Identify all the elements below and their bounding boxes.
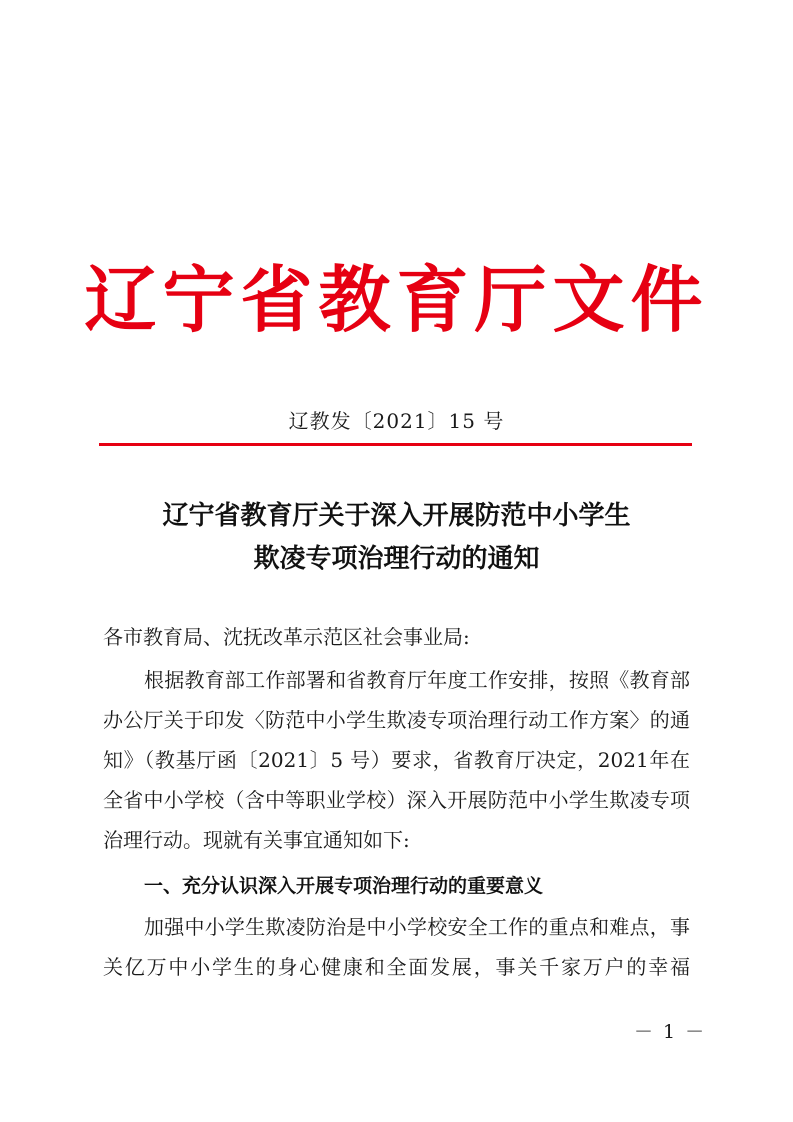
notice-title-line-2: 欺凌专项治理行动的通知 [253, 544, 540, 574]
section-heading-1: 一、充分认识深入开展专项治理行动的重要意义 [144, 875, 544, 897]
notice-title [0, 495, 793, 581]
notice-title-line-1: 辽宁省教育厅关于深入开展防范中小学生 [162, 501, 631, 531]
red-separator-line [99, 443, 692, 446]
salutation: 各市教育局、沈抚改革示范区社会事业局: [103, 625, 470, 649]
body-paragraph-2: 加强中小学生欺凌防治是中小学校安全工作的重点和难点，事关亿万中小学生的身心健康和全面发展，事关千家万户的幸福 [103, 915, 690, 979]
page-number: － 1 － [634, 1021, 707, 1043]
body-paragraph-1: 根据教育部工作部署和省教育厅年度工作安排，按照《教育部办公厅关于印发〈防范中小学生欺凌专项治理行动工作方案〉的通知》（教基厅函〔2021〕5 号）要求，省教育厅决定，2021年在全省中小学校（含中等职业学校）深入开展防范中小学生欺凌专项治理行动。现就有关事宜通知如下: [103, 668, 690, 852]
document-number: 辽教发〔2021〕15 号 [288, 409, 505, 433]
masthead-title: 辽宁省教育厅文件 [84, 257, 709, 342]
